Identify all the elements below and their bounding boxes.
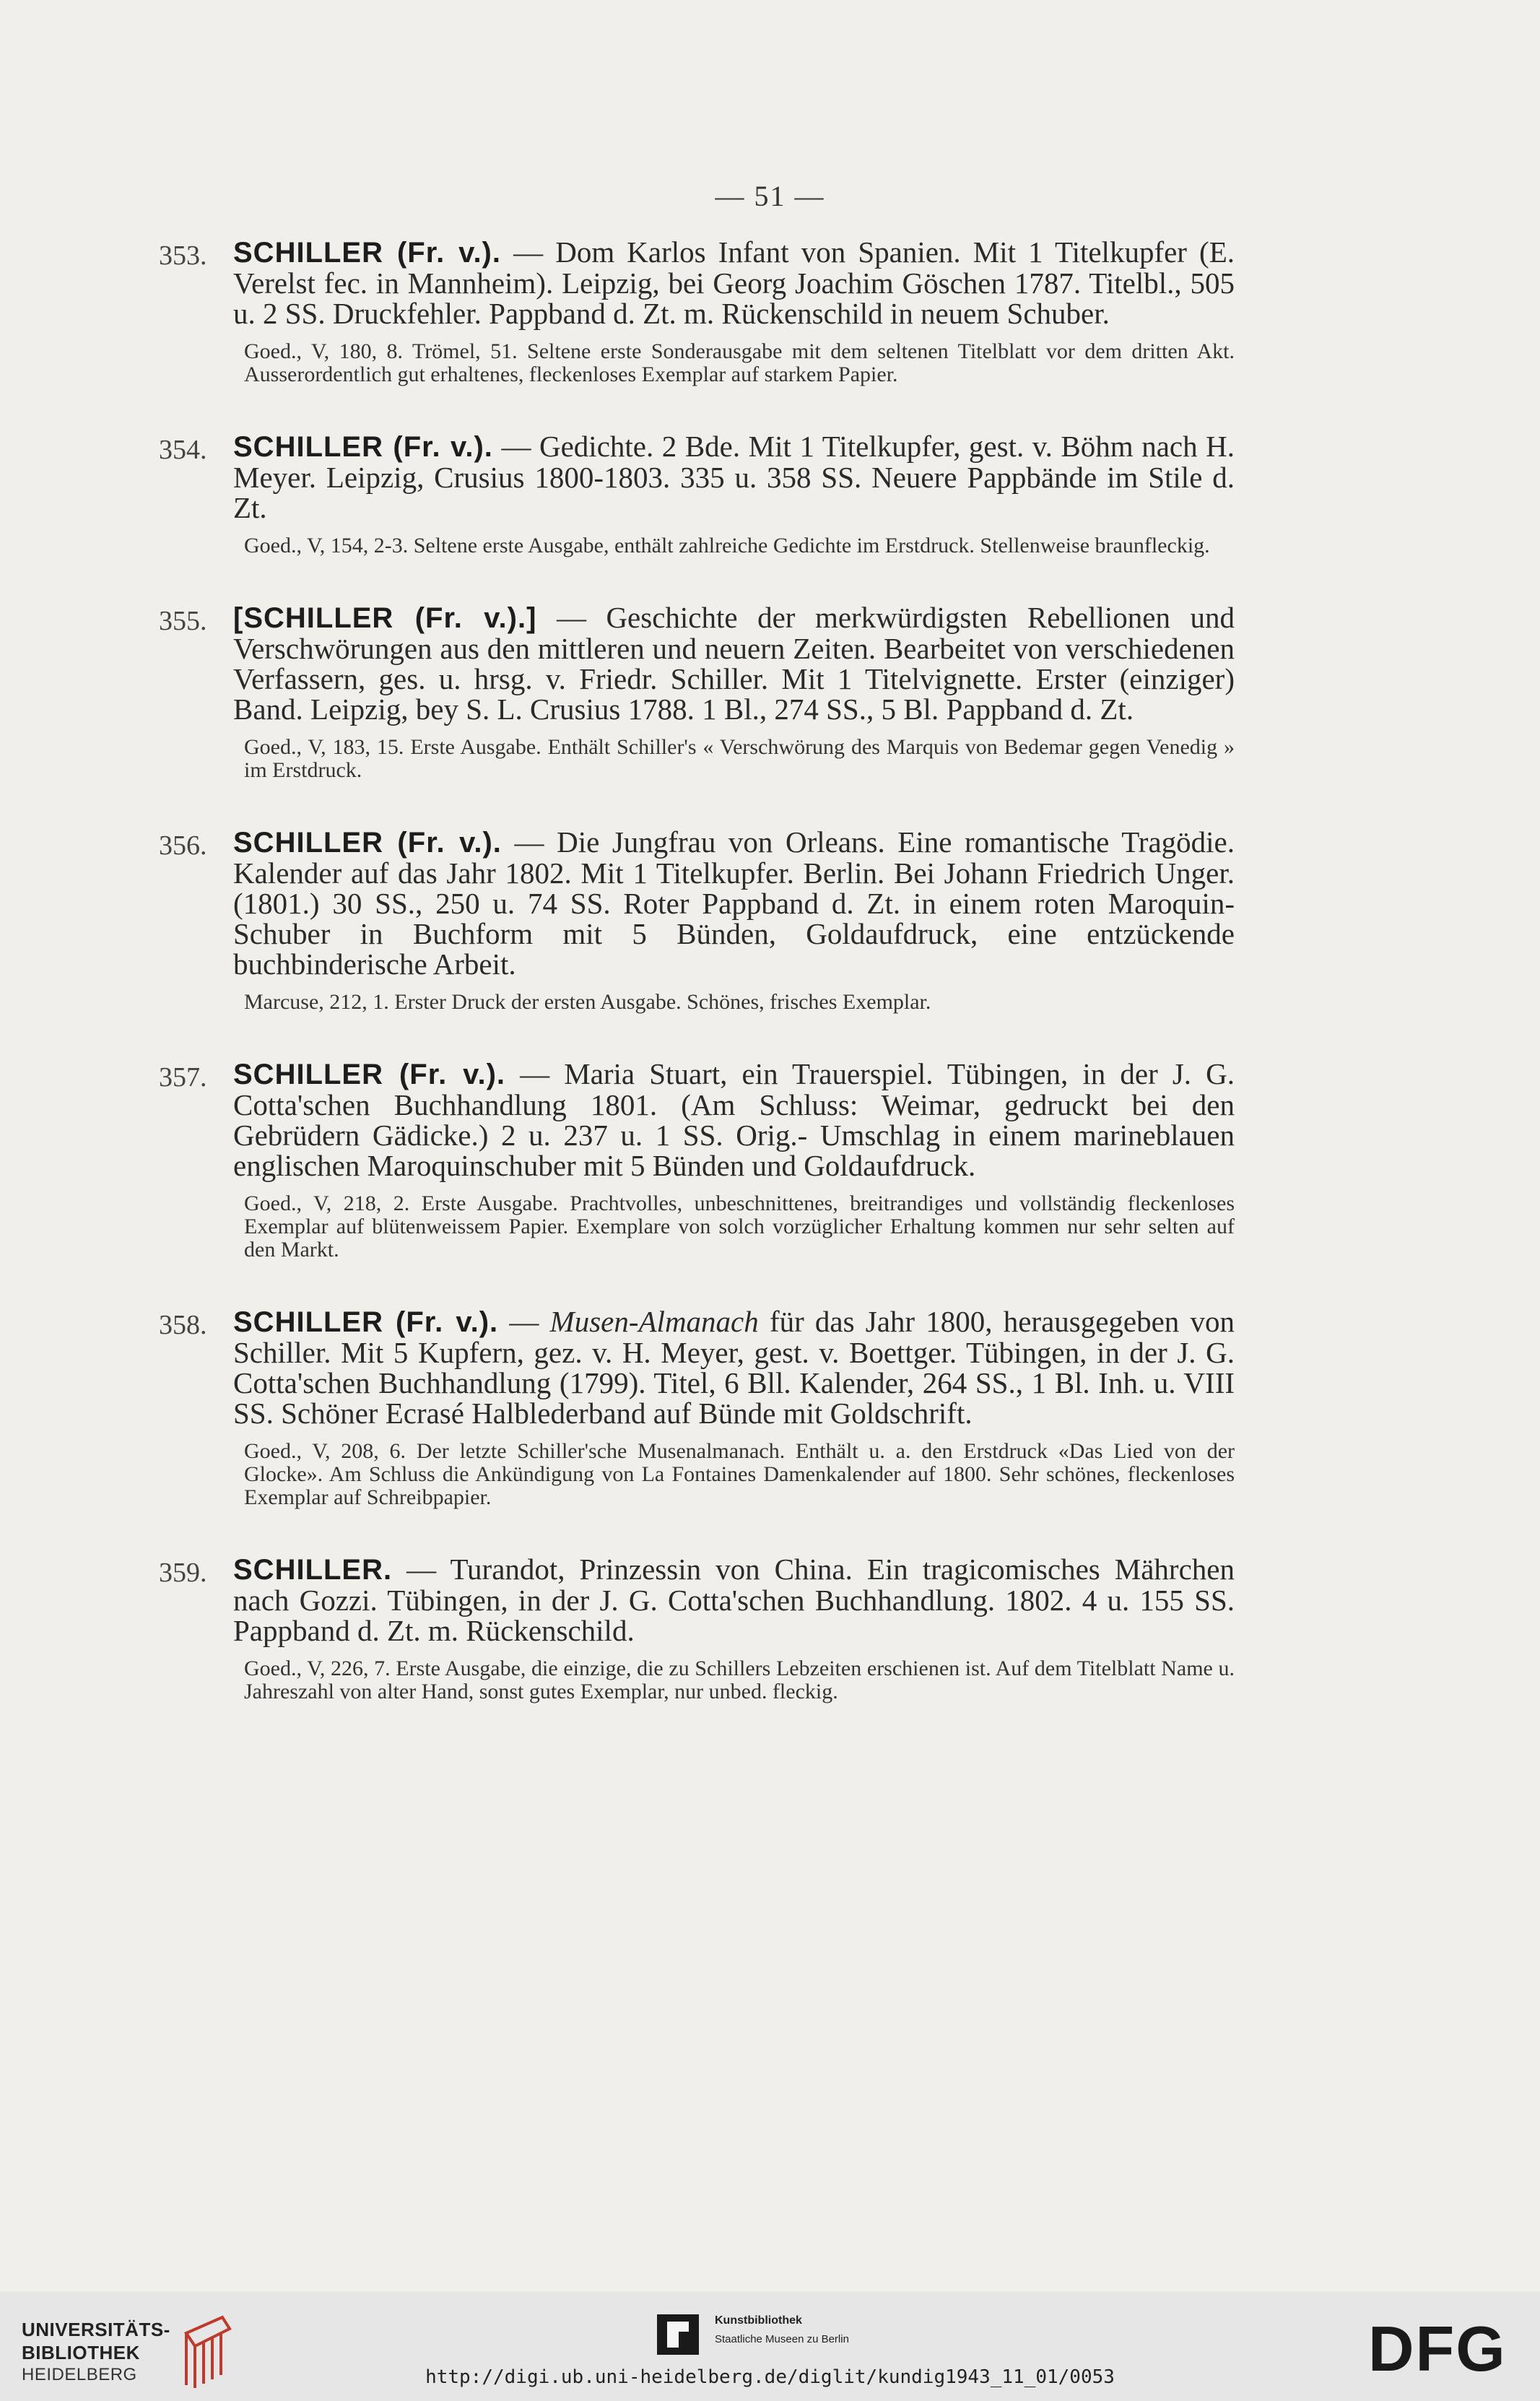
- logo-text: BIBLIOTHEK: [22, 2342, 140, 2363]
- entry-text: [233, 1059, 1235, 1181]
- entry-text: [233, 602, 1235, 724]
- entry-description: — Gedichte. 2 Bde. Mit 1 Titelkupfer, gest. v. Böhm nach H. Meyer. Leipzig, Crusius 1800-1803. 335 u. 358 SS. Neuere Pappbände im Stile d. Zt.: [233, 430, 1235, 524]
- catalogue-entry: [159, 1306, 1235, 1509]
- entry-number: 358.: [159, 1310, 207, 1340]
- entry-author: SCHILLER (Fr. v.).: [233, 431, 493, 463]
- entry-description: — Maria Stuart, ein Trauerspiel. Tübingen, in der J. G. Cotta'schen Buchhandlung 1801. (Am Schluss: Weimar, gedruckt bei den Gebrüdern Gädicke.) 2 u. 237 u. 1 SS. Orig.- Umschlag in einem marineblauen englischen Maroquinschuber mit 5 Bünden und Goldaufdruck.: [233, 1057, 1235, 1182]
- entry-text: [233, 1554, 1235, 1646]
- entry-text: [233, 237, 1235, 329]
- permalink-url[interactable]: http://digi.ub.uni-heidelberg.de/diglit/kundig1943_11_01/0053: [425, 2366, 1115, 2388]
- entry-number: 353.: [159, 240, 207, 271]
- entry-note: Goed., V, 208, 6. Der letzte Schiller'sche Musenalmanach. Enthält u. a. den Erstdruck «Das Lied von der Glocke». Am Schluss die Ankündigung von La Fontaines Damenkalender auf 1800. Sehr schönes, fleckenloses Exemplar auf Schreibpapier.: [244, 1439, 1235, 1509]
- logo-text: HEIDELBERG: [22, 2365, 137, 2384]
- entry-number: 357.: [159, 1062, 207, 1093]
- entry-text: [233, 431, 1235, 523]
- entry-note: Marcuse, 212, 1. Erster Druck der ersten Ausgabe. Schönes, frisches Exemplar.: [244, 990, 931, 1014]
- logo-text: Kunstbibliothek: [715, 2314, 802, 2327]
- kunstbibliothek-logo[interactable]: [657, 2307, 895, 2358]
- entry-note: Goed., V, 218, 2. Erste Ausgabe. Prachtvolles, unbeschnittenes, breitrandiges und vollständig fleckenloses Exemplar auf blütenweissem Papier. Exemplare von solch vorzüglicher Erhaltung kommen nur sehr selten auf den Markt.: [244, 1191, 1235, 1262]
- museum-emblem-icon: [657, 2314, 699, 2355]
- entry-author: SCHILLER (Fr. v.).: [233, 1059, 506, 1090]
- catalogue-entry: [159, 1554, 1235, 1703]
- logo-text: UNIVERSITÄTS-: [22, 2319, 170, 2340]
- page-number: — 51 —: [715, 180, 825, 212]
- entry-text: [233, 827, 1235, 979]
- entry-description: — Geschichte der merkwürdigsten Rebellionen und Verschwörungen aus den mittleren und neuern Zeiten. Bearbeitet von verschiedenen Verfassern, ges. u. hrsg. v. Friedr. Schiller. Mit 1 Titelvignette. Erster (einziger) Band. Leipzig, bey S. L. Crusius 1788. 1 Bl., 274 SS., 5 Bl. Pappband d. Zt.: [233, 601, 1235, 726]
- entry-note: Goed., V, 154, 2-3. Seltene erste Ausgabe, enthält zahlreiche Gedichte im Erstdruck. Stellenweise braunfleckig.: [244, 534, 1210, 557]
- catalogue-entry: [159, 237, 1235, 386]
- entry-author: SCHILLER.: [233, 1554, 393, 1586]
- entry-note: Goed., V, 183, 15. Erste Ausgabe. Enthält Schiller's « Verschwörung des Marquis von Bedemar gegen Venedig » im Erstdruck.: [244, 735, 1235, 782]
- catalogue-entry: [159, 827, 1235, 1014]
- entry-author: SCHILLER (Fr. v.).: [233, 237, 501, 269]
- entry-text: [233, 1306, 1235, 1428]
- entry-author: SCHILLER (Fr. v.).: [233, 827, 502, 859]
- entry-number: 355.: [159, 606, 207, 636]
- catalogue-entries: [159, 237, 1235, 1748]
- entry-description: — Die Jungfrau von Orleans. Eine romantische Tragödie. Kalender auf das Jahr 1802. Mit 1 Titelkupfer. Berlin. Bei Johann Friedrich Unger. (1801.) 30 SS., 250 u. 74 SS. Roter Pappband d. Zt. in einem roten Maroquin-Schuber in Buchform mit 5 Bünden, Goldaufdruck, eine entzückende buchbinderische Arbeit.: [233, 825, 1235, 981]
- entry-number: 354.: [159, 435, 207, 465]
- logo-text: Staatliche Museen zu Berlin: [715, 2333, 849, 2345]
- entry-number: 359.: [159, 1558, 207, 1588]
- entry-author: [SCHILLER (Fr. v.).]: [233, 602, 537, 634]
- catalogue-entry: [159, 431, 1235, 557]
- catalogue-entry: [159, 602, 1235, 782]
- dfg-logo-text: DFG: [1368, 2317, 1507, 2379]
- entry-number: 356.: [159, 830, 207, 861]
- entry-title-italic: Musen-Almanach: [549, 1305, 759, 1338]
- entry-description: — Turandot, Prinzessin von China. Ein tragicomisches Mährchen nach Gozzi. Tübingen, in der J. G. Cotta'schen Buchhandlung. 1802. 4 u. 155 SS. Pappband d. Zt. m. Rückenschild.: [233, 1553, 1235, 1647]
- catalogue-entry: [159, 1059, 1235, 1262]
- entry-description-prefix: —: [498, 1305, 550, 1338]
- entry-description: für das Jahr 1800, herausgegeben von Schiller. Mit 5 Kupfern, gez. v. H. Meyer, gest. v. Boettger. Tübingen, in der J. G. Cotta'schen Buchhandlung (1799). Titel, 6 Bll. Kalender, 264 SS., 1 Bl. Inh. u. VIII SS. Schöner Ecrasé Halblederband auf Bünde mit Goldschrift.: [233, 1305, 1235, 1430]
- entry-note: Goed., V, 226, 7. Erste Ausgabe, die einzige, die zu Schillers Lebzeiten erschienen ist. Auf dem Titelblatt Name u. Jahreszahl von alter Hand, sonst gutes Exemplar, nur unbed. fleckig.: [244, 1657, 1235, 1703]
- entry-note: Goed., V, 180, 8. Trömel, 51. Seltene erste Sonderausgabe mit dem seltenen Titelblatt vor dem dritten Akt. Ausserordentlich gut erhaltenes, fleckenloses Exemplar auf starkem Papier.: [244, 339, 1235, 386]
- entry-author: SCHILLER (Fr. v.).: [233, 1306, 499, 1338]
- entry-description: — Dom Karlos Infant von Spanien. Mit 1 Titelkupfer (E. Verelst fec. in Mannheim). Leipzig, bei Georg Joachim Göschen 1787. Titelbl., 505 u. 2 SS. Druckfehler. Pappband d. Zt. m. Rückenschild in neuem Schuber.: [233, 235, 1235, 330]
